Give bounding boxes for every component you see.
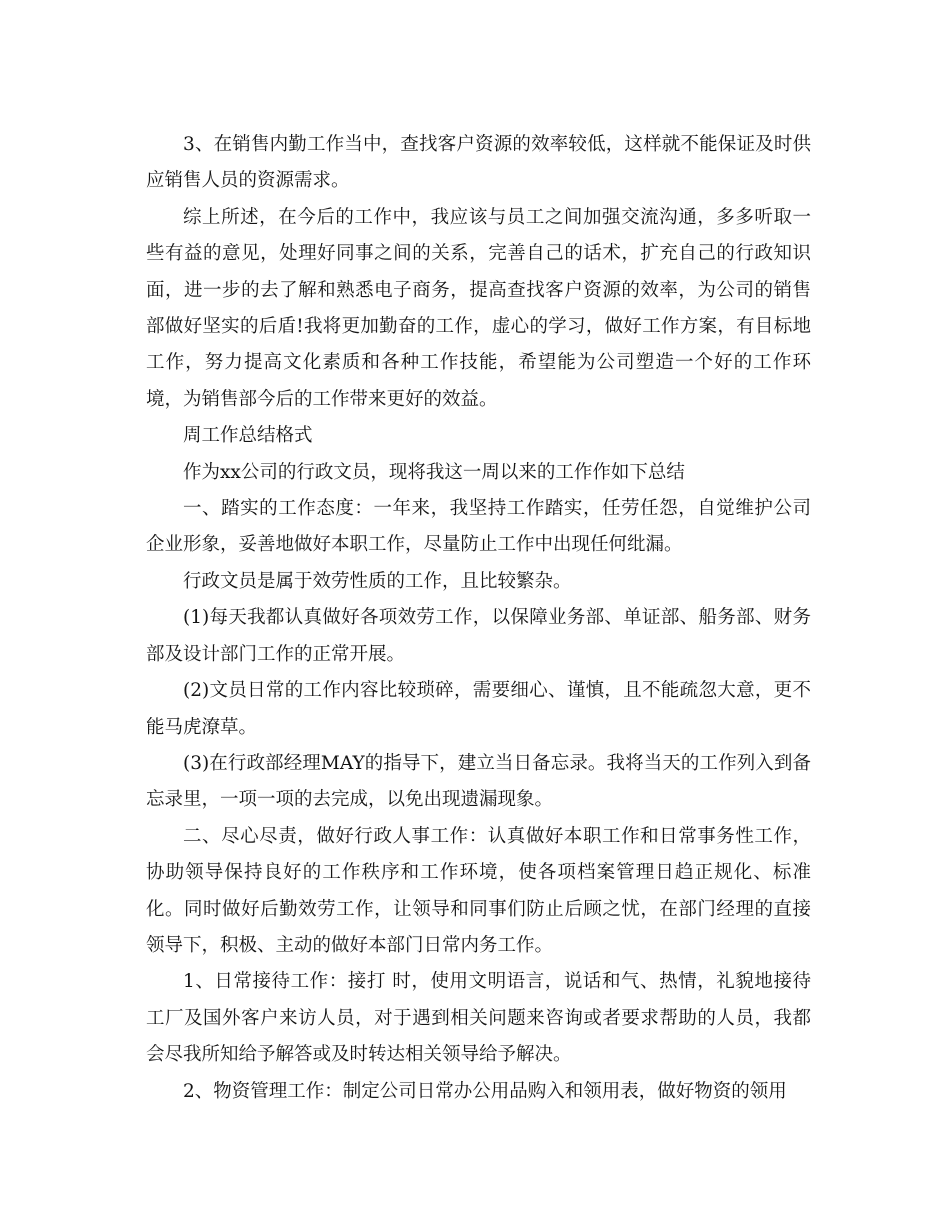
document-page	[146, 127, 811, 1110]
paragraph-point-2: (2)文员日常的工作内容比较琐碎，需要细心、谨慎，且不能疏忽大意，更不能马虎潦草。	[146, 680, 811, 738]
paragraph-work-attitude: 一、踏实的工作态度：一年来，我坚持工作踏实，任劳任怨，自觉维护公司企业形象，妥善地做好本职工作，尽量防止工作中出现任何纰漏。	[146, 498, 811, 556]
paragraph-admin-clerk: 行政文员是属于效劳性质的工作，且比较繁杂。	[183, 570, 572, 592]
paragraph-summary: 综上所述，在今后的工作中，我应该与员工之间加强交流沟通，多多听取一些有益的意见，处理好同事之间的关系，完善自己的话术，扩充自己的行政知识面，进一步的去了解和熟悉电子商务，提高查找客户资源的效率，为公司的销售部做好坚实的后盾!我将更加勤奋的工作，虚心的学习，做好工作方案，有目标地工作，努力提高文化素质和各种工作技能，希望能为公司塑造一个好的工作环境，为销售部今后的工作带来更好的效益。	[146, 206, 811, 410]
paragraph-point-1: (1)每天我都认真做好各项效劳工作，以保障业务部、单证部、船务部、财务部及设计部门工作的正常开展。	[146, 607, 811, 665]
paragraph-item-3: 3、在销售内勤工作当中，查找客户资源的效率较低，这样就不能保证及时供应销售人员的资源需求。	[146, 134, 811, 192]
paragraph-reception-work: 1、日常接待工作：接打 时，使用文明语言，说话和气、热情，礼貌地接待工厂及国外客户来访人员，对于遇到相关问题来咨询或者要求帮助的人员，我都会尽我所知给予解答或及时转达相关领导给予解决。	[146, 971, 811, 1066]
paragraph-materials-management: 2、物资管理工作：制定公司日常办公用品购入和领用表，做好物资的领用	[183, 1080, 787, 1102]
paragraph-point-3: (3)在行政部经理MAY的指导下，建立当日备忘录。我将当天的工作列入到备忘录里，一项一项的去完成，以免出现遗漏现象。	[146, 752, 811, 811]
paragraph-personnel-work: 二、尽心尽责，做好行政人事工作：认真做好本职工作和日常事务性工作，协助领导保持良好的工作秩序和工作环境，使各项档案管理日趋正规化、标准化。同时做好后勤效劳工作，让领导和同事们防止后顾之忧，在部门经理的直接领导下，积极、主动的做好本部门日常内务工作。	[146, 825, 811, 956]
section-heading-weekly-summary-format: 周工作总结格式	[183, 425, 313, 447]
paragraph-intro: 作为xx公司的行政文员，现将我这一周以来的工作作如下总结	[183, 461, 685, 483]
